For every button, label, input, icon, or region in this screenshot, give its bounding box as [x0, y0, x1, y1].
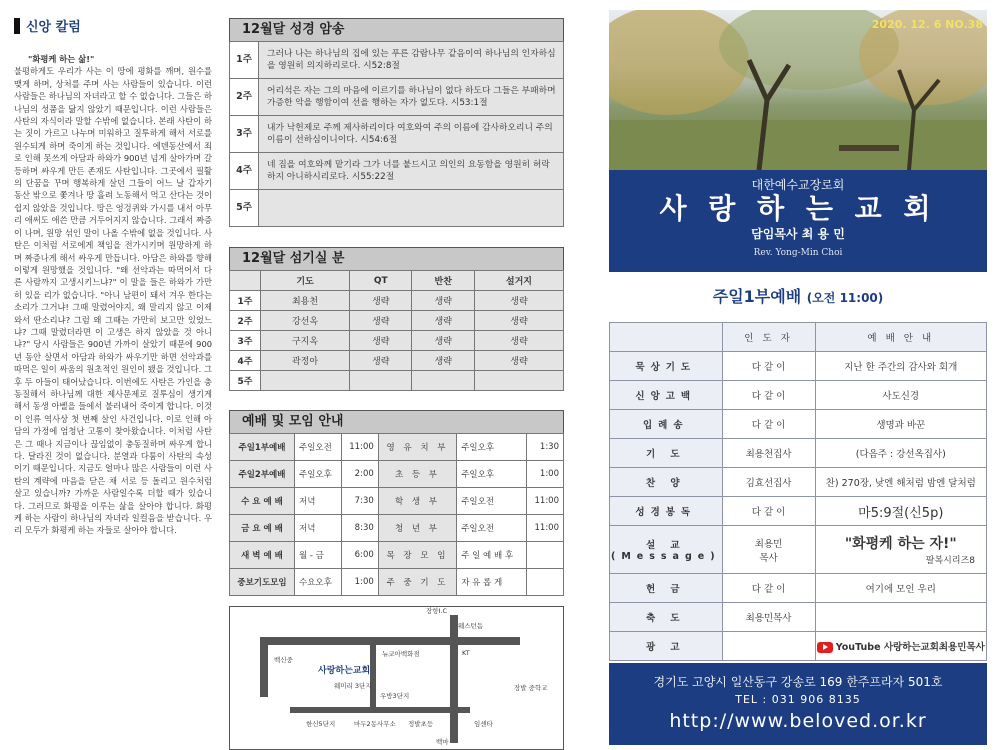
memory-row [230, 153, 564, 190]
schedule-cell: 1:30 [527, 434, 564, 461]
memory-row [230, 116, 564, 153]
order-text: 여기에 모인 우리 [865, 584, 936, 595]
schedule-cell: 저녁 [295, 515, 342, 542]
column-header [14, 16, 212, 35]
order-content [815, 497, 986, 526]
order-row [610, 352, 987, 381]
youtube-channel[interactable]: YouTube 사랑하는교회최용민목사 [835, 642, 985, 653]
tree-scene-image [609, 10, 987, 170]
duty-cell: 생략 [474, 311, 563, 331]
duty-cell: 생략 [350, 331, 412, 351]
memory-title: 12월달 성경 암송 [229, 18, 564, 41]
column-title: "화평케 하는 삶!" [28, 54, 95, 64]
duty-cell: 생략 [412, 331, 474, 351]
duty-week: 4주 [230, 351, 261, 371]
order-row [610, 410, 987, 439]
memory-week: 4주 [230, 153, 259, 190]
memory-verse: 그러나 나는 하나님의 집에 있는 푸른 감람나무 같음이여 하나님의 인자하심을 영원히 의지하리로다. 시52:8절 [259, 42, 564, 79]
duty-row [230, 291, 564, 311]
order-text: (다음주 : 강선옥집사) [855, 449, 946, 460]
order-content [815, 526, 986, 574]
order-item: 입례송 [610, 410, 723, 439]
schedule-cell: 영 유 치 부 [378, 434, 456, 461]
faith-column [14, 0, 212, 537]
service-title: 주일1부예배 [712, 287, 802, 306]
schedule-cell: 금 요 예 배 [230, 515, 295, 542]
schedule-cell: 주일오전 [295, 434, 342, 461]
service-heading [609, 284, 987, 307]
duty-cell: 생략 [474, 331, 563, 351]
order-row [610, 603, 987, 632]
schedule-cell: 6:00 [341, 542, 378, 569]
map-label: 백신중 [274, 656, 293, 664]
order-leader: 최용민 목사 [722, 526, 815, 574]
map-label: KT [462, 649, 470, 657]
schedule-row [230, 542, 564, 569]
middle-column [229, 0, 564, 750]
map-label: 웨스턴돔 [458, 622, 484, 630]
order-text: 생명과 바꾼 [876, 420, 926, 431]
schedule-cell: 주일오후 [457, 461, 527, 488]
schedule-cell: 7:30 [341, 488, 378, 515]
schedule-cell: 학 생 부 [378, 488, 456, 515]
order-item: 설 교 (Message) [610, 526, 723, 574]
column-header-title: 신앙 칼럼 [26, 20, 81, 35]
order-leader [722, 632, 815, 661]
order-item: 신앙고백 [610, 381, 723, 410]
duty-cell: 구지옥 [261, 331, 350, 351]
order-leader: 다 같 이 [722, 352, 815, 381]
duty-week: 2주 [230, 311, 261, 331]
cover-photo [609, 10, 987, 170]
order-text: 찬) 270장, 낮엔 해처럼 밤엔 달처럼 [825, 478, 976, 489]
sermon-title: "화평케 하는 자!" [844, 536, 957, 552]
order-row [610, 526, 987, 574]
duty-cell [412, 371, 474, 391]
telephone: TEL : 031 906 8135 [735, 693, 861, 706]
column-essay [14, 53, 212, 537]
order-content [815, 468, 986, 497]
schedule-cell: 주일오후 [295, 461, 342, 488]
schedule-cell: 1:00 [527, 461, 564, 488]
order-item: 기 도 [610, 439, 723, 468]
memory-table [229, 41, 564, 227]
duty-cell: 생략 [350, 291, 412, 311]
church-banner [609, 170, 987, 272]
order-row [610, 632, 987, 661]
duty-header: 설거지 [474, 271, 563, 291]
sermon-series: 팔복시리즈8 [925, 556, 975, 566]
schedule-row [230, 488, 564, 515]
order-item: 성경봉독 [610, 497, 723, 526]
memory-week: 2주 [230, 79, 259, 116]
duty-cell [261, 371, 350, 391]
church-name: 사 랑 하 는 교 회 [659, 192, 937, 225]
duty-cell [350, 371, 412, 391]
schedule-cell: 중보기도모임 [230, 569, 295, 596]
order-content [815, 352, 986, 381]
duty-header: 반찬 [412, 271, 474, 291]
order-row [610, 381, 987, 410]
schedule-cell: 목 장 모 임 [378, 542, 456, 569]
duty-cell: 생략 [350, 351, 412, 371]
schedule-row [230, 461, 564, 488]
schedule-cell: 2:00 [341, 461, 378, 488]
schedule-cell: 수요오후 [295, 569, 342, 596]
order-row [610, 439, 987, 468]
duty-cell: 생략 [474, 351, 563, 371]
schedule-cell: 주일1부예배 [230, 434, 295, 461]
duty-cell: 생략 [350, 311, 412, 331]
order-text: 지난 한 주간의 감사와 회개 [844, 362, 958, 373]
order-content [815, 410, 986, 439]
youtube-icon[interactable] [817, 642, 833, 653]
duty-cell: 생략 [474, 291, 563, 311]
order-text: 사도신경 [882, 391, 920, 402]
duty-week: 1주 [230, 291, 261, 311]
duty-cell: 강선옥 [261, 311, 350, 331]
order-content [815, 381, 986, 410]
memory-row [230, 190, 564, 227]
memory-row [230, 42, 564, 79]
memory-verse: 내가 낙헌제로 주께 제사하리이다 여호와여 주의 이름에 감사하오리니 주의 이름이 선하심이니이다. 시54:6절 [259, 116, 564, 153]
order-item: 묵상기도 [610, 352, 723, 381]
memory-row [230, 79, 564, 116]
order-content [815, 574, 986, 603]
order-item: 축 도 [610, 603, 723, 632]
duty-week: 3주 [230, 331, 261, 351]
order-content [815, 603, 986, 632]
map-label: 한신5단지 [306, 720, 336, 728]
website-link[interactable]: http://www.beloved.or.kr [669, 710, 927, 732]
duty-header [230, 271, 261, 291]
schedule-cell: 저녁 [295, 488, 342, 515]
duty-table [229, 270, 564, 391]
order-leader: 최용천집사 [722, 439, 815, 468]
duty-week: 5주 [230, 371, 261, 391]
order-item: 찬 양 [610, 468, 723, 497]
order-row [610, 574, 987, 603]
memory-verse [259, 190, 564, 227]
order-header: 예 배 안 내 [815, 323, 986, 352]
duty-row [230, 371, 564, 391]
duty-cell: 곽정아 [261, 351, 350, 371]
schedule-cell: 청 년 부 [378, 515, 456, 542]
memory-week: 5주 [230, 190, 259, 227]
worship-order-table [609, 322, 987, 661]
schedule-cell: 주일오전 [457, 488, 527, 515]
schedule-cell: 새 벽 예 배 [230, 542, 295, 569]
memory-week: 3주 [230, 116, 259, 153]
order-leader: 최용민목사 [722, 603, 815, 632]
order-leader: 다 같 이 [722, 381, 815, 410]
schedule-cell: 11:00 [341, 434, 378, 461]
schedule-cell: 11:00 [527, 488, 564, 515]
order-item: 헌 금 [610, 574, 723, 603]
order-leader: 다 같 이 [722, 497, 815, 526]
order-leader: 김효선집사 [722, 468, 815, 497]
bulletin-cover [609, 0, 987, 745]
duty-cell: 생략 [412, 291, 474, 311]
order-item: 광 고 [610, 632, 723, 661]
denomination: 대한예수교장로회 [751, 178, 845, 192]
duty-cell: 최용천 [261, 291, 350, 311]
order-content [815, 439, 986, 468]
location-map [229, 606, 564, 750]
schedule-row [230, 569, 564, 596]
duty-header: 기도 [261, 271, 350, 291]
duty-title: 12월달 섬기실 분 [229, 247, 564, 270]
map-church-label: 사랑하는교회 [318, 666, 371, 676]
duty-section [229, 247, 564, 391]
schedule-cell: 주일오전 [457, 515, 527, 542]
order-leader: 다 같 이 [722, 574, 815, 603]
memory-week: 1주 [230, 42, 259, 79]
schedule-section [229, 410, 564, 596]
schedule-cell [527, 542, 564, 569]
schedule-cell: 1:00 [341, 569, 378, 596]
schedule-title: 예배 및 모임 안내 [229, 410, 564, 433]
schedule-table [229, 433, 564, 596]
scripture-reading: 마5:9절(신5p) [858, 505, 944, 521]
duty-cell: 생략 [412, 351, 474, 371]
order-row [610, 497, 987, 526]
service-time: (오전 11:00) [806, 291, 884, 305]
map-label: 장항I.C [426, 607, 448, 615]
map-label: 마두2동사무소 [354, 720, 396, 728]
schedule-cell: 8:30 [341, 515, 378, 542]
order-header: 인 도 자 [722, 323, 815, 352]
schedule-cell: 주 중 기 도 [378, 569, 456, 596]
duty-row [230, 311, 564, 331]
schedule-cell: 초 등 부 [378, 461, 456, 488]
order-content [815, 632, 986, 661]
address: 경기도 고양시 일산동구 강송로 169 한주프라자 501호 [653, 675, 943, 689]
memory-verse: 네 짐을 여호와께 맡기라 그가 너를 붙드시고 의인의 요동함을 영원히 허락하지 아니하시리로다. 시55:22절 [259, 153, 564, 190]
schedule-cell: 주 일 예 배 후 [457, 542, 527, 569]
map-label: 장발 중학교 [514, 684, 548, 692]
schedule-cell: 자 유 롭 게 [457, 569, 527, 596]
duty-row [230, 351, 564, 371]
issue-date: 2020. 12. 6 NO.38 [871, 18, 983, 31]
memory-section [229, 18, 564, 227]
map-label: 임센타 [474, 720, 493, 728]
column-body: 불평하게도 우리가 사는 이 땅에 평화를 깨며, 원수를 맺게 하며, 상처를 주며 사는 사람들이 있습니다. 이런 사람들은 하나님의 자녀라고 할 수 없습니다. 그들은 하나님의 성품을 닮지 않았기 때문입니다. 이런 사람들은 사탄의 자식이라 말할 수밖에 없습니다. 본래 사탄이 하는 짓이 가르고 나누며 미워하고 질투하게 해서 서로를 원수되게 하며 죽이게 하는 것입니다. 에덴동산에서 죄로 인해 못쓰게 아담과 하와가 900년 넘게 살아가며 갈등하며 싸우게 만든 존재도 사탄입니다. 그곳에서 필활의 단꿈을 꾸며 행복하게 살던 그들이 어느 날 갑자기 동산 밖으로 쫓겨나 땅 흘려 노동해서 먹고 산다는 것이 쉽지 않았을 것입니다. 땅은 엉겅퀴와 가시를 내서 아무리 애써도 애쓴 만큼 거두어지지 않습니다. 그래서 짜증이 나며, 원망 섞인 말이 나올 수밖에 없을 것입니다. 사탄은 이처럼 서로에게 책임을 전가시키며 원망하게 하며 짜증나게 해서 싸우게 만듭니다. 아담은 하와를 향해 이렇게 원망했을 것입니다. "왜 선악과는 따먹어서 다른 사람까지 고생시키느냐?" 이 말을 들은 하와가 가만히 있을 리가 없습니다. "아니 남편이 돼서 겨우 한다는 소리가 그거냐! 그때 말렸어야지, 왜 말리지 않고 이제 와서 딴소리냐? 그럼 왜 그때는 가만히 보고만 있었느냐? 그때 말렸더라면 이 고생은 하지 않았을 것 아니냐?" 당시 사람들은 900년 가까이 살았기 때문에 900년 동안 살면서 아담과 하와가 싸우기만 하면 선악과를 따먹은 일이 싸움의 원초적인 원인이 됐을 것입니다. 그 후 두 아들이 태어났습니다. 이번에도 사탄은 가인을 충동질해서 하나님께 대한 제사문제로 질투심이 생기게 해서 동생 아벨을 들에서 불러내어 죽이게 합니다. 이것이 인류 역사상 첫 번째 살인 사건입니다. 이로 인해 아담의 가정에 엄청난 고통이 찾아왔습니다. 이처럼 사탄은 그 때나 지금이나 끊임없이 충동질하며 싸우게 합니다. 달라진 것이 없습니다. 분열과 다툼이 사탄의 속성이기 때문입니다. 지금도 얼마나 많은 사람들이 이런 사탄의 계략에 마음을 닫은 채 서로 등 돌리고 원수처럼 살고 있습니까? 가까운 사람일수록 더할 때가 있습니다. 그러므로 화평을 이루는 삶을 살아야 합니다. 화평케 하는 사람이 하나님의 자녀라 일컬음을 받습니다. 우리 모두가 화평케 하는 자들로 살아야 합니다. [14, 66, 212, 536]
memory-verse: 어리석은 자는 그의 마음에 이르기를 하나님이 없다 하도다 그들은 부패하며 가증한 악을 행함이여 선을 행하는 자가 없도다. 시53:1절 [259, 79, 564, 116]
map-label: 백마 [436, 738, 449, 746]
schedule-cell: 주일2부예배 [230, 461, 295, 488]
map-label: 뉴코아백화점 [382, 650, 420, 658]
duty-cell [474, 371, 563, 391]
map-label: 우방3단지 [380, 692, 410, 700]
schedule-row [230, 434, 564, 461]
map-label: 정발초등 [408, 720, 434, 728]
order-row [610, 468, 987, 497]
schedule-cell: 11:00 [527, 515, 564, 542]
order-leader: 다 같 이 [722, 410, 815, 439]
schedule-cell: 수 요 예 배 [230, 488, 295, 515]
schedule-row [230, 515, 564, 542]
schedule-cell [527, 569, 564, 596]
contact-footer [609, 663, 987, 745]
header-bar-icon [14, 18, 20, 34]
duty-header: QT [350, 271, 412, 291]
order-header [610, 323, 723, 352]
pastor-name-en: Rev. Yong-Min Choi [753, 248, 843, 258]
pastor-name: 담임목사 최 용 민 [751, 227, 845, 241]
duty-cell: 생략 [412, 311, 474, 331]
map-label: 웨미리 3단지 [334, 682, 372, 690]
schedule-cell: 주일오후 [457, 434, 527, 461]
schedule-cell: 월 - 금 [295, 542, 342, 569]
duty-row [230, 331, 564, 351]
